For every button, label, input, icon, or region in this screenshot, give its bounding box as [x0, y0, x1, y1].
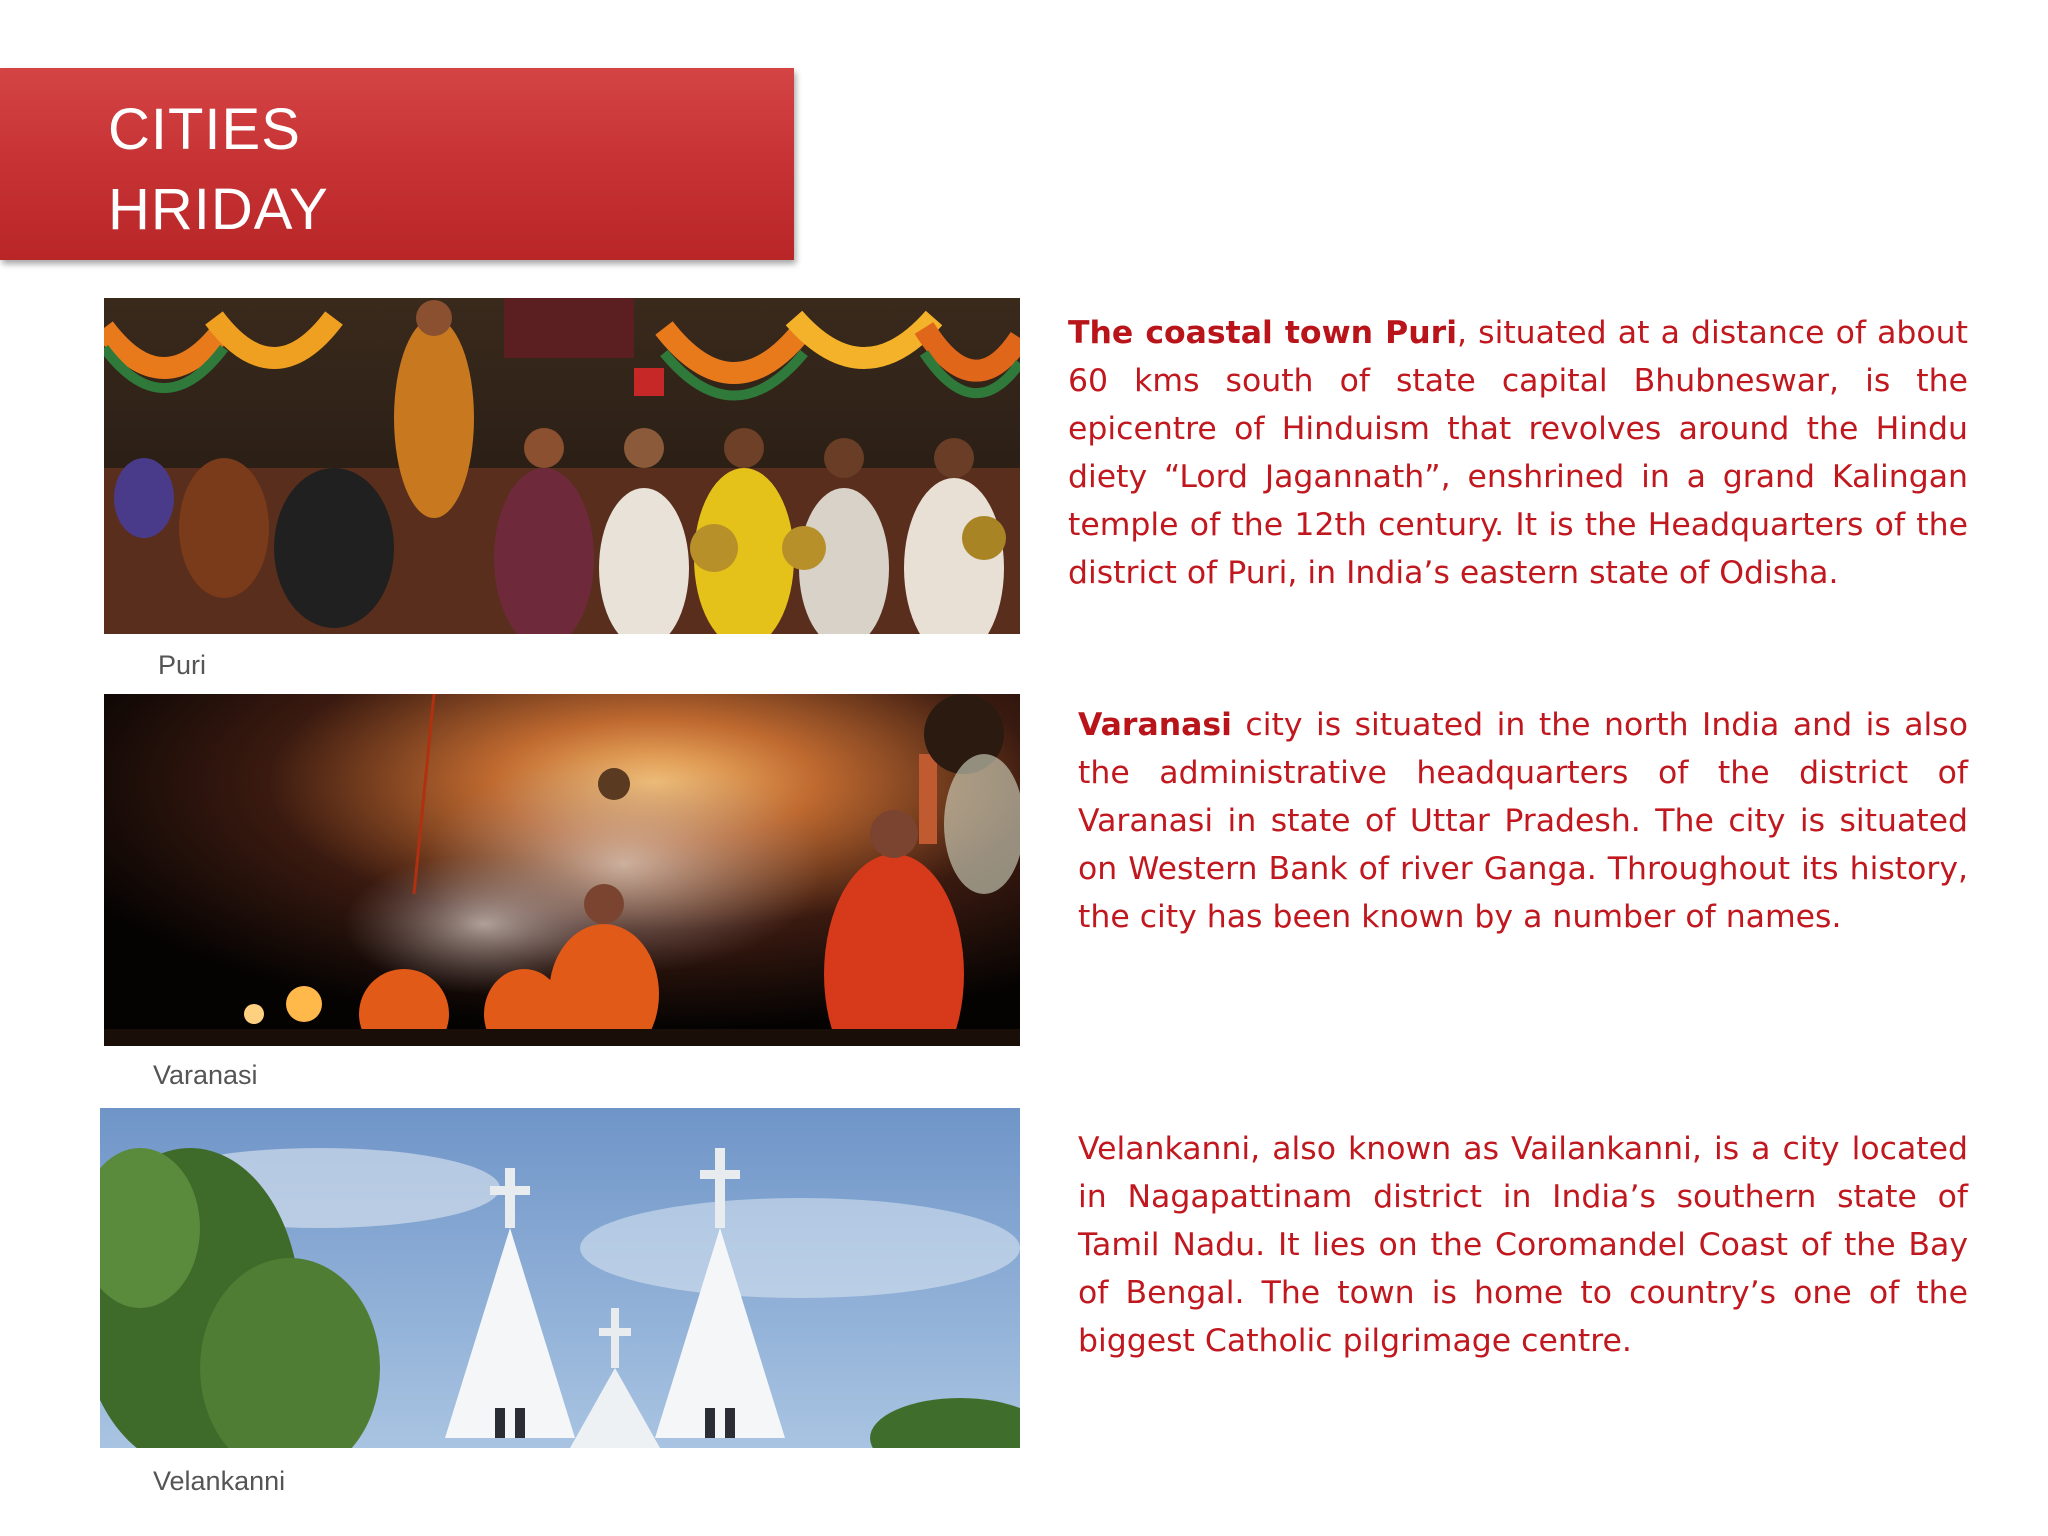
title-banner — [0, 68, 794, 260]
varanasi-aarti-photo-icon — [104, 694, 1020, 1046]
puri-paragraph — [1068, 309, 1968, 597]
puri-paragraph-lead: The coastal town Puri — [1068, 315, 1458, 351]
varanasi-paragraph-body: city is situated in the north India and is also the administrative headquarters of the district of Varanasi in state of Uttar Pradesh. The city is situated on Western Bank of river Ganga. Throughout its history, the city has been known by a number of names. — [1078, 707, 1968, 935]
velankanni-caption: Velankanni — [153, 1466, 286, 1496]
puri-festival-photo-icon — [104, 298, 1020, 634]
varanasi-caption: Varanasi — [153, 1060, 258, 1090]
varanasi-photo — [104, 694, 1020, 1046]
puri-paragraph-body: , situated at a distance of about 60 kms south of state capital Bhubneswar, is the epicentre of Hinduism that revolves around the Hindu diety “Lord Jagannath”, enshrined in a grand Kalingan temple of the 12th century. It is the Headquarters of the district of Puri, in India’s eastern state of Odisha. — [1068, 315, 1968, 591]
title-line-1: CITIES — [108, 97, 301, 162]
velankanni-church-photo-icon — [100, 1108, 1020, 1448]
velankanni-paragraph — [1078, 1125, 1968, 1365]
velankanni-photo — [100, 1108, 1020, 1448]
velankanni-paragraph-body: Velankanni, also known as Vailankanni, is a city located in Nagapattinam district in India’s southern state of Tamil Nadu. It lies on the Coromandel Coast of the Bay of Bengal. The town is home to country’s one of the biggest Catholic pilgrimage centre. — [1078, 1131, 1968, 1359]
title-line-2: HRIDAY — [108, 177, 329, 242]
varanasi-paragraph — [1078, 701, 1968, 941]
puri-caption: Puri — [158, 650, 207, 680]
varanasi-paragraph-lead: Varanasi — [1078, 707, 1232, 743]
puri-photo — [104, 298, 1020, 634]
